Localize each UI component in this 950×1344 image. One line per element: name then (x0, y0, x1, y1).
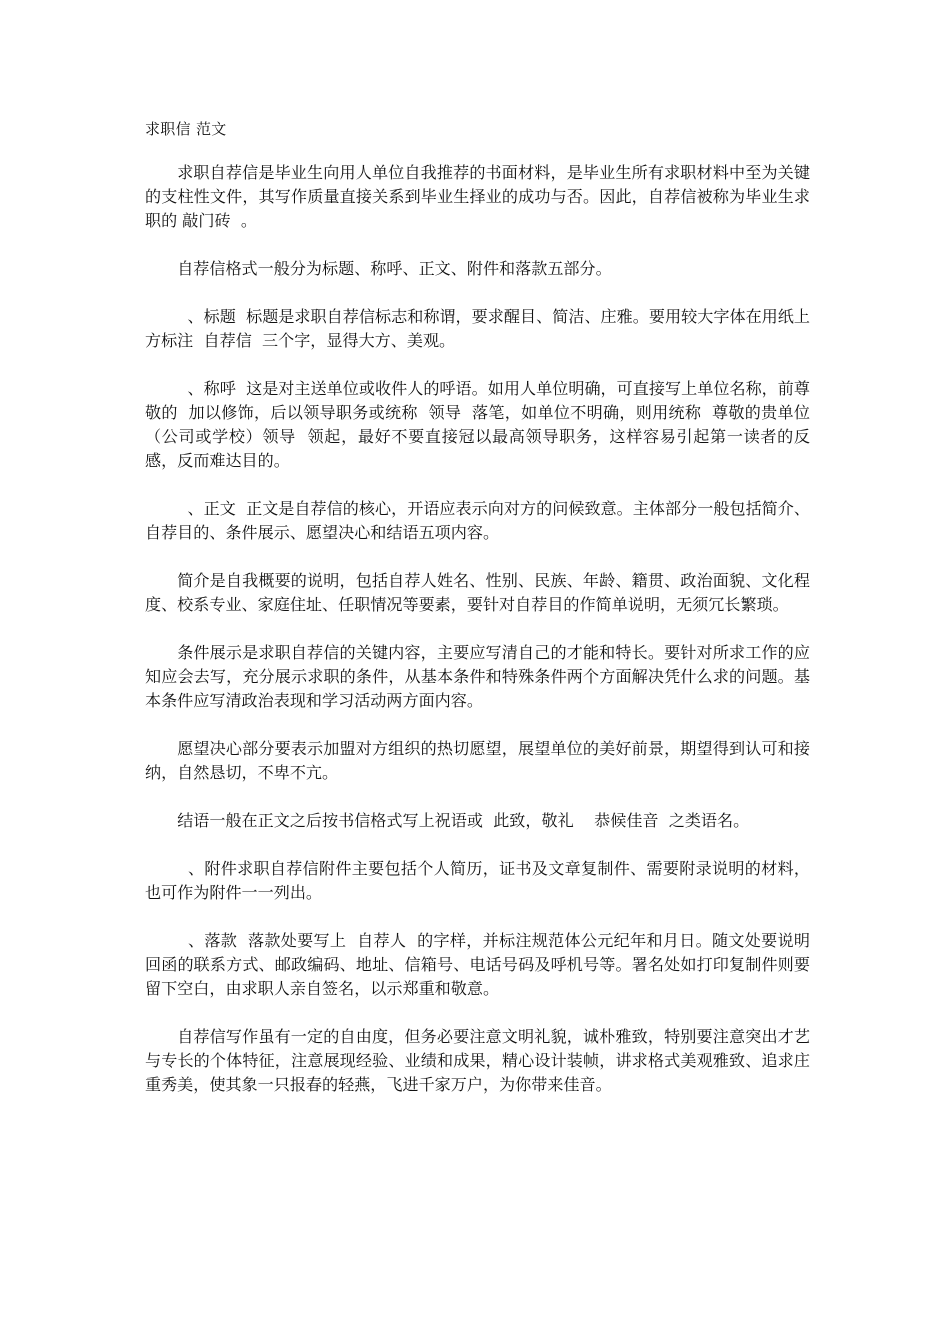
paragraph-title-section: 、标题 标题是求职自荐信标志和称谓，要求醒目、简洁、庄雅。要用较大字体在用纸上方标注 自荐信 三个字，显得大方、美观。 (145, 307, 811, 350)
paragraph-signature-section: 、落款 落款处要写上 自荐人 的字样，并标注规范体公元纪年和月日。随文处要说明回函的联系方式、邮政编码、地址、信箱号、电话号码及呼机号等。署名处如打印复制件则要留下空白，由求职人亲自签名，以示郑重和敬意。 (145, 931, 811, 998)
paragraph-closing-detail: 结语一般在正文之后按书信格式写上祝语或 此致，敬礼 恭候佳音 之类语名。 (177, 811, 750, 830)
document-title: 求职信 范文 (145, 120, 227, 138)
paragraph-format-overview: 自荐信格式一般分为标题、称呼、正文、附件和落款五部分。 (177, 259, 612, 278)
paragraph-conditions-detail: 条件展示是求职自荐信的关键内容，主要应写清自己的才能和特长。要针对所求工作的应知应会去写，充分展示求职的条件，从基本条件和特殊条件两个方面解决凭什么求的问题。基本条件应写清政治表现和学习活动两方面内容。 (145, 643, 810, 710)
paragraph-introduction-detail: 简介是自我概要的说明，包括自荐人姓名、性别、民族、年龄、籍贯、政治面貌、文化程度、校系专业、家庭住址、任职情况等要素，要针对自荐目的作简单说明，无须冗长繁琐。 (145, 571, 810, 614)
paragraph-conclusion: 自荐信写作虽有一定的自由度，但务必要注意文明礼貌，诚朴雅致，特别要注意突出才艺与专长的个体特征，注意展现经验、业绩和成果，精心设计装帧，讲求格式美观雅致、追求庄重秀美，使其象一只报春的轻燕，飞进千家万户，为你带来佳音。 (145, 1027, 810, 1094)
document-body (145, 117, 810, 1121)
paragraph-attachment-section: 、附件求职自荐信附件主要包括个人简历，证书及文章复制件、需要附录说明的材料，也可作为附件一一列出。 (145, 859, 810, 902)
paragraph-wishes-detail: 愿望决心部分要表示加盟对方组织的热切愿望，展望单位的美好前景，期望得到认可和接纳，自然恳切，不卑不亢。 (145, 739, 810, 782)
paragraph-salutation-section: 、称呼 这是对主送单位或收件人的呼语。如用人单位明确，可直接写上单位名称，前尊敬的 加以修饰，后以领导职务或统称 领导 落笔，如单位不明确，则用统称 尊敬的贵单位（公司或学校）领导 领起，最好不要直接冠以最高领导职务，这样容易引起第一读者的反感，反而难达目的。 (145, 379, 811, 470)
paragraph-body-section: 、正文 正文是自荐信的核心，开语应表示向对方的问候致意。主体部分一般包括简介、自荐目的、条件展示、愿望决心和结语五项内容。 (145, 499, 811, 542)
paragraph-intro: 求职自荐信是毕业生向用人单位自我推荐的书面材料，是毕业生所有求职材料中至为关键的支柱性文件，其写作质量直接关系到毕业生择业的成功与否。因此，自荐信被称为毕业生求职的 敲门砖 。 (145, 163, 810, 230)
